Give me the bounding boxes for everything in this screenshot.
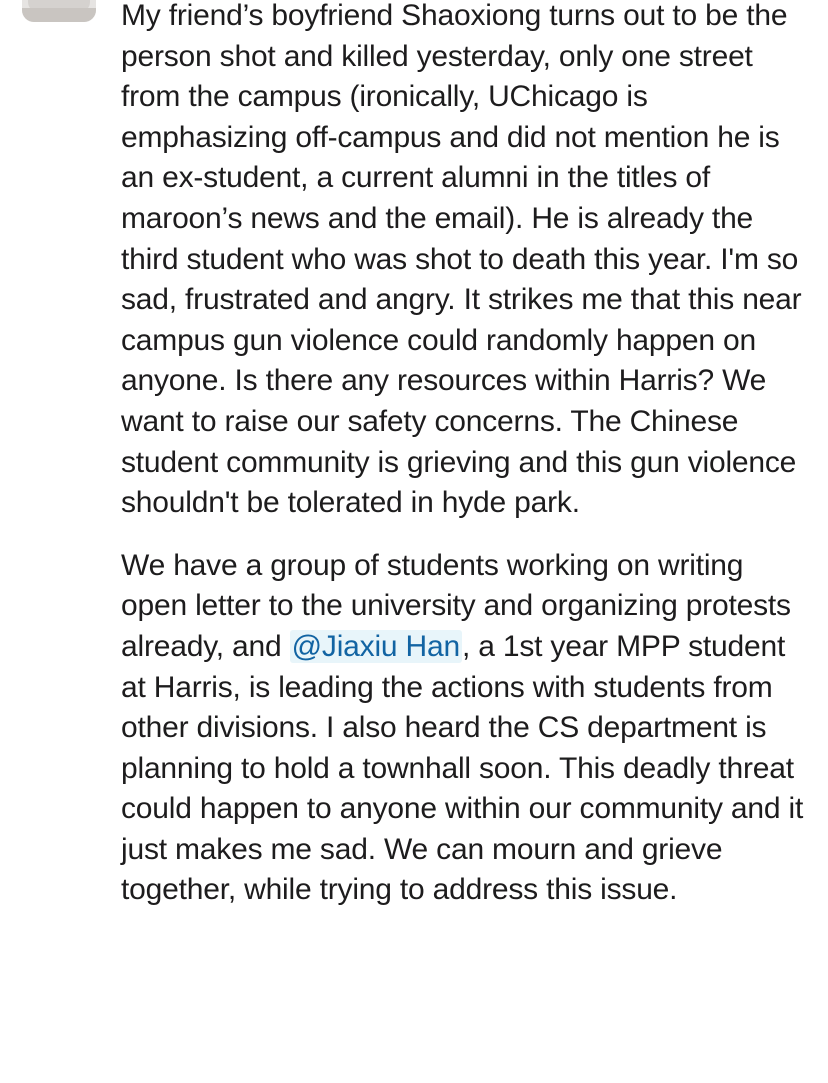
message-paragraph-1: My friend’s boyfriend Shaoxiong turns out to be the person shot and killed yesterday, only one street from the campus (ironically, UChicago is emphasizing off-campus and did not mention he is an ex-student, a current alumni in the titles of maroon’s news and the email). He is already the third student who was shot to death this year. I'm so sad, frustrated and angry. It strikes me that this near campus gun violence could randomly happen on anyone. Is there any resources within Harris? We want to raise our safety concerns. The Chinese student community is grieving and this gun violence shouldn't be tolerated in hyde park. bbox=[121, 0, 802, 520]
message-body bbox=[121, 0, 806, 911]
user-avatar-icon[interactable] bbox=[22, 0, 96, 22]
user-mention-link[interactable]: @Jiaxiu Han bbox=[291, 629, 460, 663]
paragraph-2-text-after: , a 1st year MPP student at Harris, is leading the actions with students from other divisions. I also heard the CS department is planning to hold a townhall soon. This deadly threat could happen to anyone within our community and it just makes me sad. We can mourn and grieve together, while trying to address this issue. bbox=[121, 629, 804, 907]
avatar-shade bbox=[22, 8, 96, 22]
paragraph-2-text-before: We have a group of students working on writing open letter to the university and organizing protests already, and bbox=[121, 548, 791, 663]
message-paragraph-2 bbox=[121, 546, 806, 911]
